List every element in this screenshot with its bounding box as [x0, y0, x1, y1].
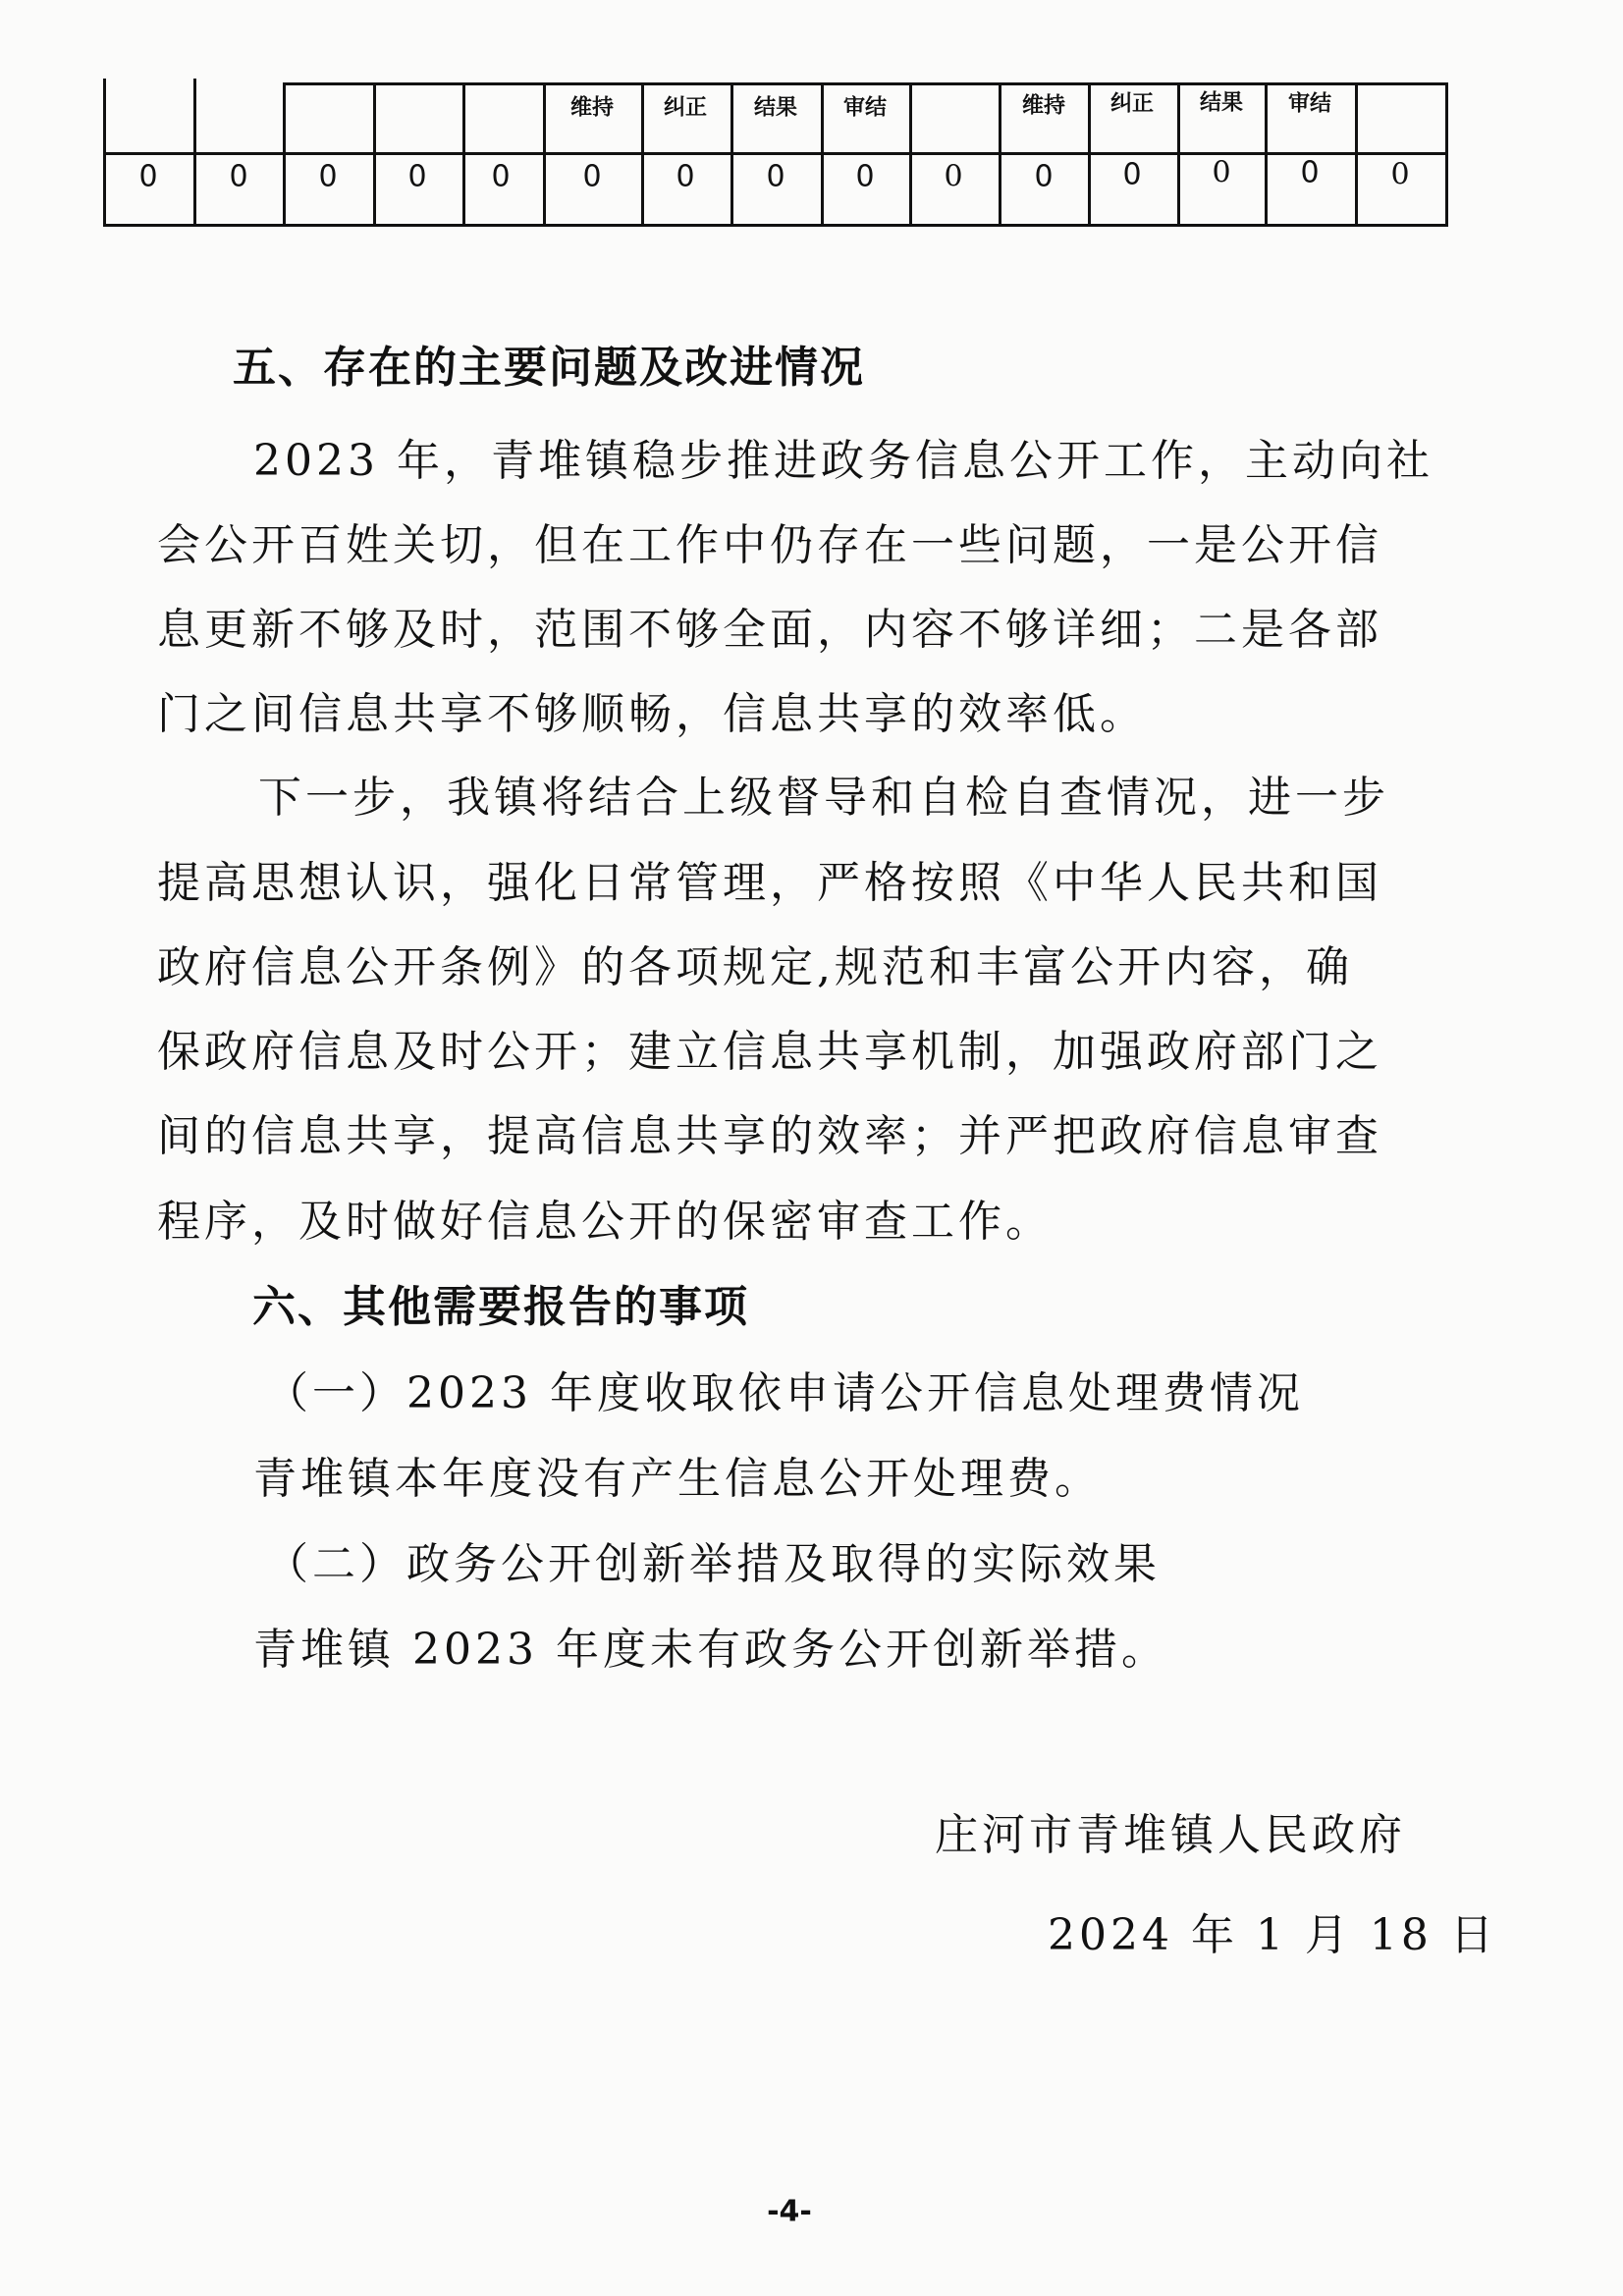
- paragraph-line: 程序，及时做好信息公开的保密审查工作。: [157, 1197, 1053, 1247]
- paragraph-line: 间的信息共享，提高信息共享的效率；并严把政府信息审查: [157, 1111, 1382, 1161]
- table-header-cell: 维持: [569, 95, 615, 121]
- table-col-border: [543, 82, 546, 227]
- paragraph-line: 会公开百姓关切，但在工作中仍存在一些问题，一是公开信: [157, 520, 1382, 570]
- table-col-border: [821, 82, 824, 227]
- subsection-1-body: 青堆镇本年度没有产生信息公开处理费。: [253, 1454, 1102, 1504]
- table-col-border: [373, 82, 376, 227]
- table-col-border: [1088, 82, 1091, 227]
- table-value-cell: 0: [855, 159, 875, 194]
- table-value-cell: 0: [1390, 157, 1410, 192]
- table-value-cell: 0: [138, 159, 158, 194]
- table-col-border: [193, 79, 196, 227]
- table-col-border: [462, 82, 465, 227]
- table-col-border: [283, 82, 286, 227]
- table-top-border: [283, 82, 1448, 85]
- table-value-cell: 0: [229, 159, 248, 194]
- page-number: -4-: [767, 2194, 812, 2229]
- paragraph-line: 保政府信息及时公开；建立信息共享机制，加强政府部门之: [157, 1027, 1382, 1077]
- table-header-cell: 审结: [842, 95, 888, 121]
- table-header-cell: 纠正: [663, 95, 708, 121]
- paragraph-line: 政府信息公开条例》的各项规定,规范和丰富公开内容，确: [157, 942, 1353, 992]
- paragraph-line: 提高思想认识，强化日常管理，严格按照《中华人民共和国: [157, 858, 1382, 908]
- paragraph-line: 下一步，我镇将结合上级督导和自检自查情况，进一步: [258, 773, 1389, 823]
- table-value-cell: 0: [944, 159, 963, 194]
- table-header-cell: 结果: [753, 95, 798, 121]
- table-value-cell: 0: [1122, 157, 1142, 192]
- table-value-cell: 0: [318, 159, 338, 194]
- subsection-2-title: （二）政务公开创新举措及取得的实际效果: [265, 1539, 1161, 1589]
- paragraph-line: 息更新不够及时，范围不够全面，内容不够详细；二是各部: [157, 605, 1382, 655]
- table-header-cell: 审结: [1287, 91, 1332, 117]
- table-col-border: [103, 79, 106, 227]
- table-col-border: [1445, 82, 1448, 227]
- table-value-cell: 0: [1034, 159, 1054, 194]
- table-col-border: [1265, 82, 1268, 227]
- table-col-border: [1355, 82, 1358, 227]
- table-middle-border: [103, 152, 1448, 155]
- table-value-cell: 0: [582, 159, 602, 194]
- signing-date: 2024 年 1 月 18 日: [1048, 1910, 1497, 1960]
- table-col-border: [1177, 82, 1180, 227]
- table-value-cell: 0: [766, 159, 785, 194]
- table-header-cell: 维持: [1021, 93, 1066, 119]
- section-5-heading: 五、存在的主要问题及改进情况: [233, 343, 865, 393]
- table-col-border: [641, 82, 644, 227]
- table-col-border: [730, 82, 733, 227]
- section-6-heading: 六、其他需要报告的事项: [252, 1282, 749, 1332]
- paragraph-line: 2023 年，青堆镇稳步推进政务信息公开工作，主动向社: [253, 436, 1434, 486]
- table-header-cell: 纠正: [1109, 91, 1155, 117]
- subsection-1-title: （一）2023 年度收取依申请公开信息处理费情况: [265, 1368, 1304, 1418]
- table-col-border: [999, 82, 1001, 227]
- table-value-cell: 0: [1212, 155, 1231, 190]
- table-bottom-border: [103, 224, 1448, 227]
- table-value-cell: 0: [491, 159, 511, 194]
- signing-organization: 庄河市青堆镇人民政府: [935, 1810, 1406, 1860]
- table-value-cell: 0: [1300, 155, 1320, 190]
- table-col-border: [909, 82, 912, 227]
- subsection-2-body: 青堆镇 2023 年度未有政务公开创新举措。: [253, 1625, 1168, 1675]
- table-value-cell: 0: [676, 159, 695, 194]
- table-header-cell: 结果: [1199, 90, 1244, 116]
- table-value-cell: 0: [407, 159, 427, 194]
- paragraph-line: 门之间信息共享不够顺畅，信息共享的效率低。: [157, 689, 1147, 739]
